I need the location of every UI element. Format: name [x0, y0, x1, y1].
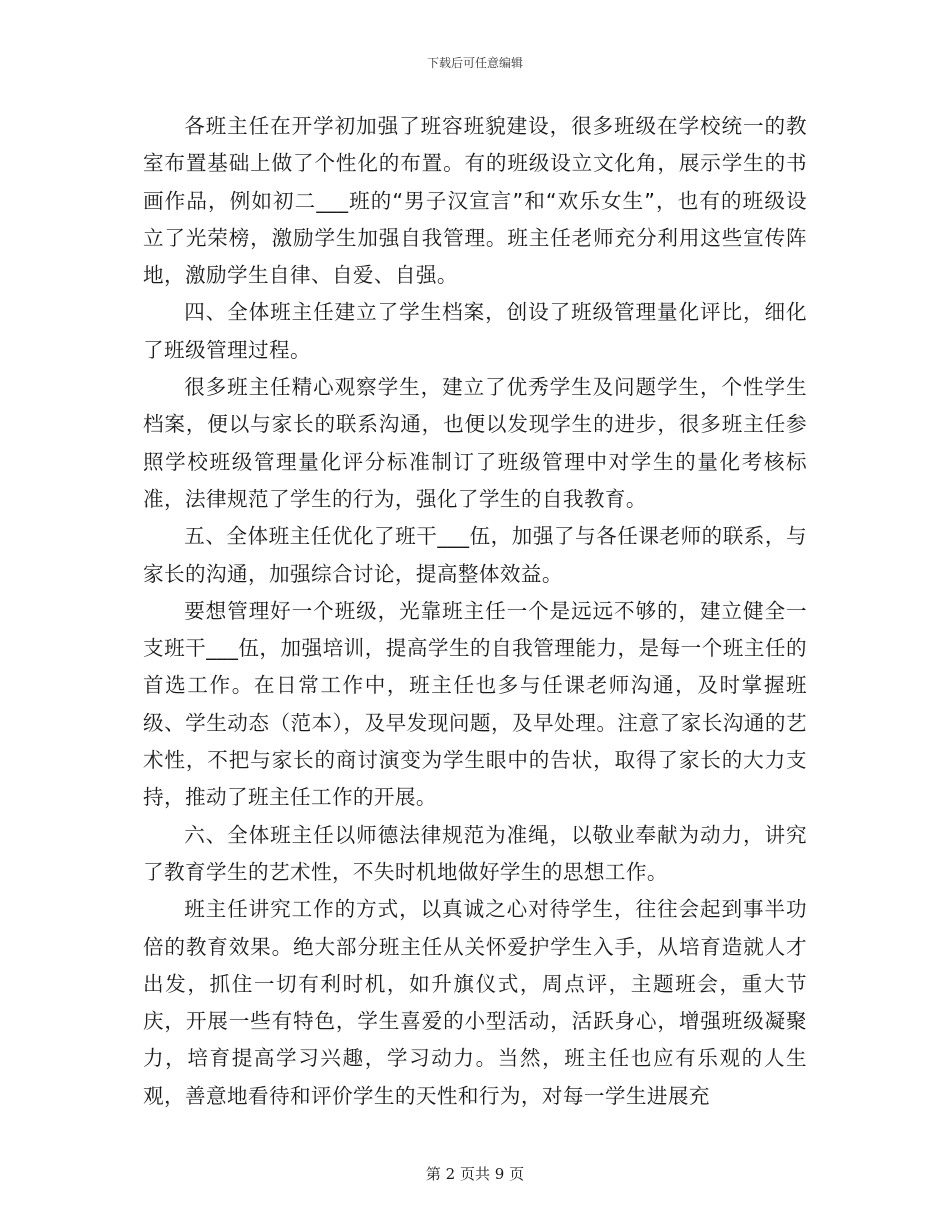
- paragraph-3: 很多班主任精心观察学生，建立了优秀学生及问题学生，个性学生档案，便以与家长的联系沟通，也便以发现学生的进步，很多班主任参照学校班级管理量化评分标准制订了班级管理中对学生的量化考核标准，法律规范了学生的行为，强化了学生的自我教育。: [143, 375, 807, 511]
- paragraph-6: 六、全体班主任以师德法律规范为准绳，以敬业奉献为动力，讲究了教育学生的艺术性，不失时机地做好学生的思想工作。: [143, 822, 807, 884]
- page-header: 下载后可任意编辑: [426, 56, 523, 70]
- paragraph-2: 四、全体班主任建立了学生档案，创设了班级管理量化评比，细化了班级管理过程。: [143, 300, 807, 362]
- paragraph-4: 五、全体班主任优化了班干___伍，加强了与各任课老师的联系，与家长的沟通，加强综合讨论，提高整体效益。: [143, 524, 807, 586]
- page-number: 第 2 页共 9 页: [425, 1165, 525, 1183]
- paragraph-5: 要想管理好一个班级，光靠班主任一个是远远不够的，建立健全一支班干___伍，加强培训，提高学生的自我管理能力，是每一个班主任的首选工作。在日常工作中，班主任也多与任课老师沟通，及时掌握班级、学生动态（范本），及早发现问题，及早处理。注意了家长沟通的艺术性，不把与家长的商讨演变为学生眼中的告状，取得了家长的大力支持，推动了班主任工作的开展。: [143, 598, 807, 810]
- paragraph-1: 各班主任在开学初加强了班容班貌建设，很多班级在学校统一的教室布置基础上做了个性化的布置。有的班级设立文化角，展示学生的书画作品，例如初二___班的“男子汉宣言”和“欢乐女生”，也有的班级设立了光荣榜，激励学生加强自我管理。班主任老师充分利用这些宣传阵地，激励学生自律、自爱、自强。: [143, 114, 807, 288]
- document-body: [143, 108, 807, 1115]
- paragraph-7: 班主任讲究工作的方式，以真诚之心对待学生，往往会起到事半功倍的教育效果。绝大部分班主任从关怀爱护学生入手，从培育造就人才出发，抓住一切有利时机，如升旗仪式，周点评，主题班会，重大节庆，开展一些有特色，学生喜爱的小型活动，活跃身心，增强班级凝聚力，培育提高学习兴趣，学习动力。当然，班主任也应有乐观的人生观，善意地看待和评价学生的天性和行为，对每一学生进展充: [143, 897, 807, 1108]
